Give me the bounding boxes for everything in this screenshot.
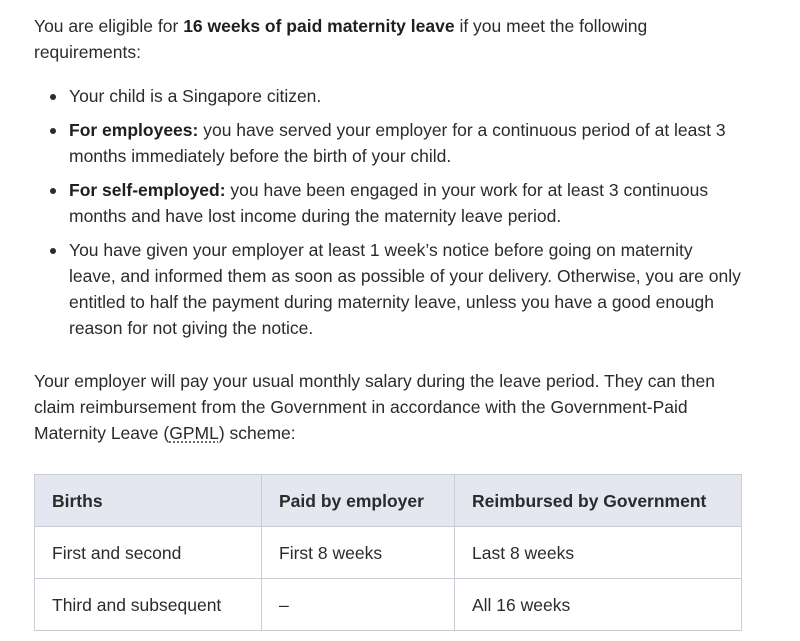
requirements-list: [34, 83, 764, 341]
reimbursement-paragraph: [34, 368, 739, 446]
requirement-text: Your child is a Singapore citizen.: [69, 86, 322, 106]
cell-reimbursed-by-government: All 16 weeks: [455, 579, 742, 631]
requirement-text: You have given your employer at least 1 week’s notice before going on maternity leave, and informed them as soon as possible of your delivery. Otherwise, you are only entitled to half the payment during maternity leave, unless you have a good enough reason for not giving the notice.: [69, 240, 741, 338]
bullet-icon: [50, 188, 56, 194]
requirement-text: you have been engaged in your work for at least 3 continuous months and have lost income during the maternity leave period.: [69, 180, 709, 226]
cell-paid-by-employer: First 8 weeks: [262, 527, 455, 579]
bullet-icon: [50, 248, 56, 254]
header-paid-by-employer: Paid by employer: [262, 475, 455, 527]
gpml-table: [34, 474, 742, 631]
intro-suffix: if you meet the following requirements:: [34, 16, 648, 62]
requirement-item: [34, 177, 741, 229]
requirement-item: [34, 83, 741, 109]
cell-paid-by-employer: –: [262, 579, 455, 631]
cell-births: First and second: [35, 527, 262, 579]
reimbursement-text-before: Your employer will pay your usual monthly salary during the leave period. They can then claim reimbursement from the Government in accordance with the Government-Paid Maternity Leave (: [34, 371, 715, 443]
table-header-row: [35, 475, 742, 527]
requirement-text: you have served your employer for a continuous period of at least 3 months immediately before the birth of your child.: [69, 120, 726, 166]
gpml-abbreviation[interactable]: GPML: [169, 423, 219, 443]
requirement-item: [34, 117, 741, 169]
cell-births: Third and subsequent: [35, 579, 262, 631]
header-births: Births: [35, 475, 262, 527]
table-row: [35, 579, 742, 631]
requirement-bold: For self-employed:: [69, 180, 226, 200]
bullet-icon: [50, 94, 56, 100]
table-row: [35, 527, 742, 579]
cell-reimbursed-by-government: Last 8 weeks: [455, 527, 742, 579]
intro-bold-duration: 16 weeks of paid maternity leave: [183, 16, 455, 36]
reimbursement-text-after: ) scheme:: [218, 423, 296, 443]
intro-prefix: You are eligible for: [34, 16, 184, 36]
requirement-bold: For employees:: [69, 120, 199, 140]
bullet-icon: [50, 128, 56, 134]
requirement-item: [34, 237, 741, 341]
eligibility-intro: [34, 13, 734, 65]
maternity-leave-content: [34, 13, 764, 631]
header-reimbursed-by-government: Reimbursed by Government: [455, 475, 742, 527]
